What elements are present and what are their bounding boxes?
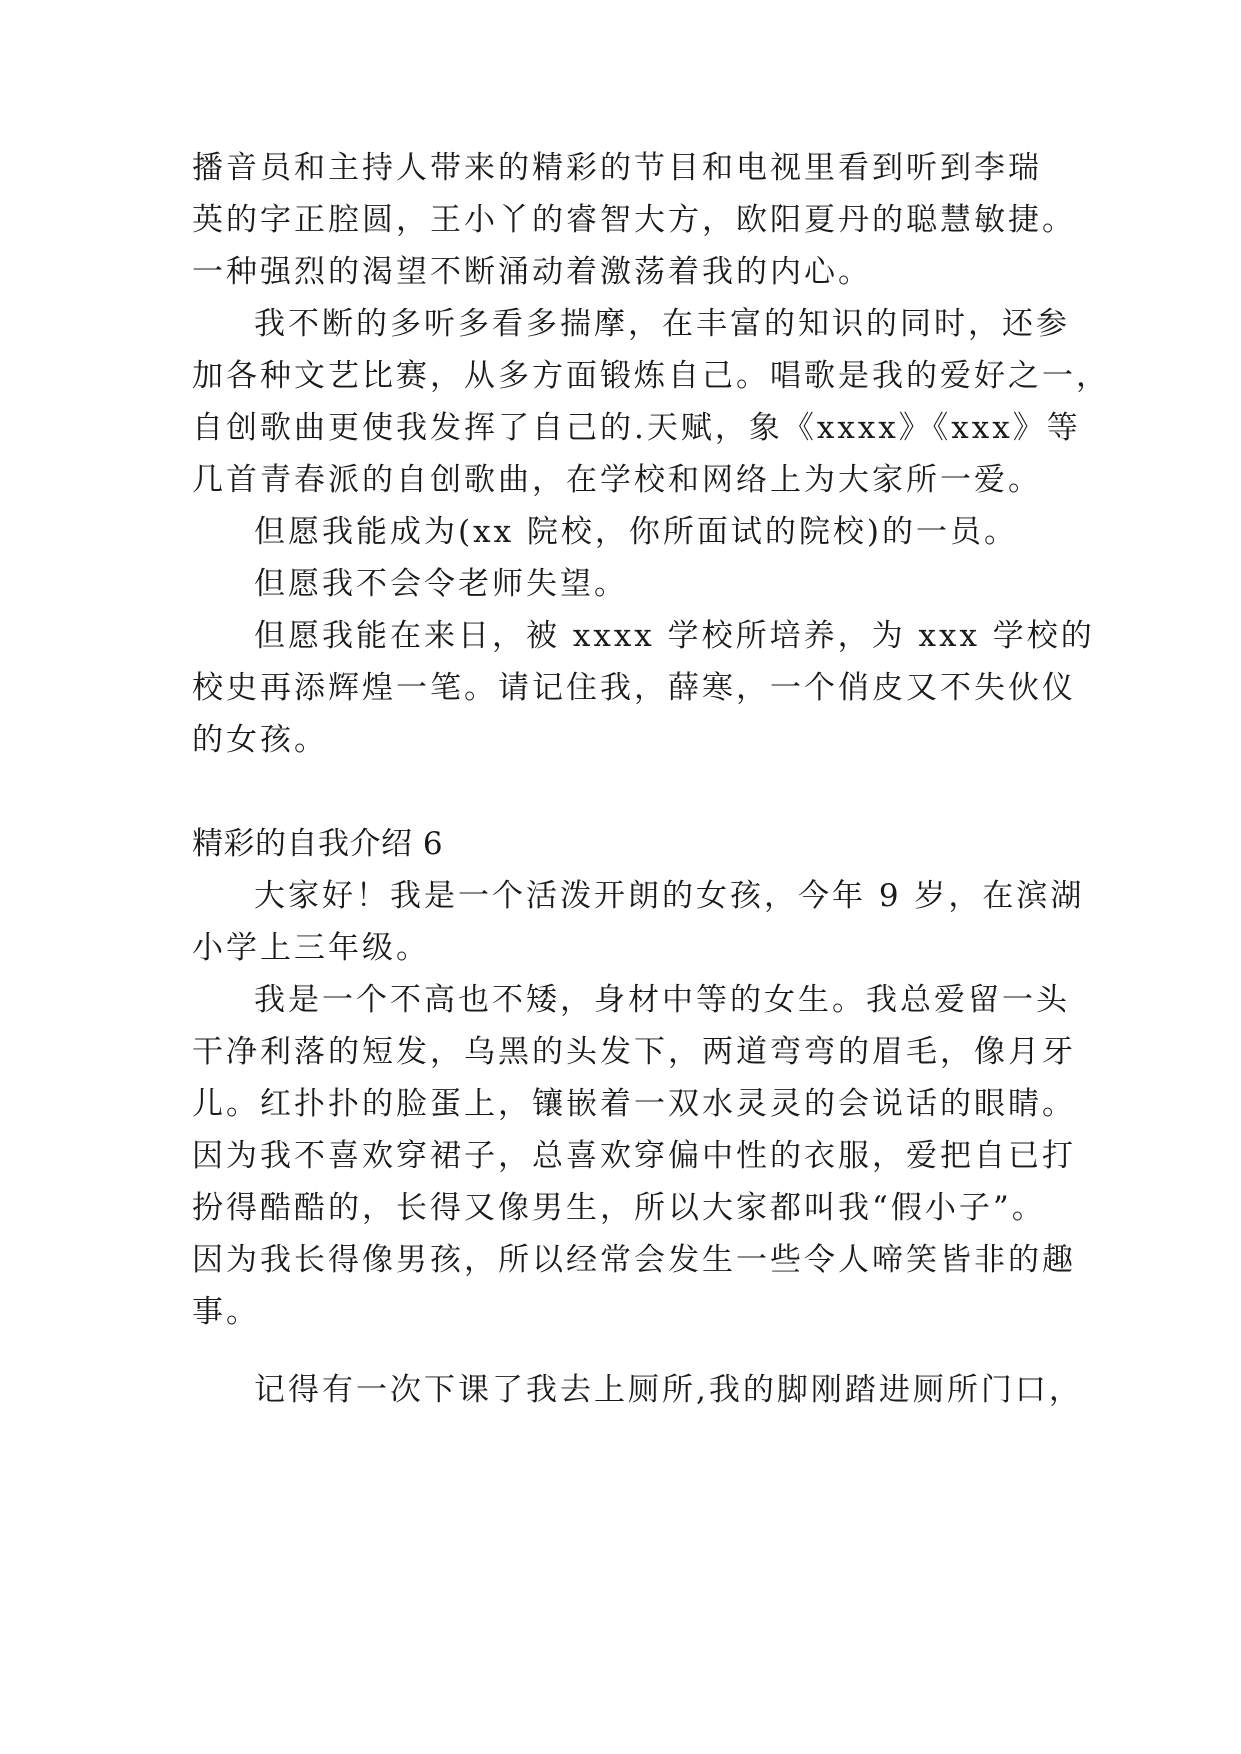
paragraph-line: 儿。红扑扑的脸蛋上，镶嵌着一双水灵灵的会说话的眼睛。 <box>192 1086 1076 1122</box>
paragraph-line: 但愿我能在来日，被 xxxx 学校所培养，为 xxx 学校的 <box>254 618 1095 654</box>
section-heading: 精彩的自我介绍 6 <box>192 826 444 862</box>
paragraph-line: 的女孩。 <box>192 722 328 758</box>
paragraph-line: 播音员和主持人带来的精彩的节目和电视里看到听到李瑞 <box>192 150 1042 186</box>
paragraph-line: 记得有一次下课了我去上厕所,我的脚刚踏进厕所门口， <box>254 1372 1083 1408</box>
paragraph-line: 事。 <box>192 1294 260 1330</box>
paragraph-line: 我不断的多听多看多揣摩，在丰富的知识的同时，还参 <box>254 306 1070 342</box>
paragraph-line: 大家好！我是一个活泼开朗的女孩，今年 9 岁，在滨湖 <box>254 878 1085 914</box>
paragraph-line: 英的字正腔圆，王小丫的睿智大方，欧阳夏丹的聪慧敏捷。 <box>192 202 1076 238</box>
paragraph-line: 加各种文艺比赛，从多方面锻炼自己。唱歌是我的爱好之一， <box>192 358 1110 394</box>
paragraph-line: 自创歌曲更使我发挥了自己的.天赋，象《xxxx》《xxx》等 <box>192 410 1081 446</box>
paragraph-line: 小学上三年级。 <box>192 930 430 966</box>
paragraph-line: 但愿我不会令老师失望。 <box>254 566 628 602</box>
paragraph-line: 我是一个不高也不矮，身材中等的女生。我总爱留一头 <box>254 982 1070 1018</box>
paragraph-line: 但愿我能成为(xx 院校，你所面试的院校)的一员。 <box>254 514 1019 550</box>
paragraph-line: 干净利落的短发，乌黑的头发下，两道弯弯的眉毛，像月牙 <box>192 1034 1076 1070</box>
paragraph-line: 一种强烈的渴望不断涌动着激荡着我的内心。 <box>192 254 872 290</box>
paragraph-line: 扮得酷酷的，长得又像男生，所以大家都叫我“假小子”。 <box>192 1190 1046 1226</box>
paragraph-line: 因为我不喜欢穿裙子，总喜欢穿偏中性的衣服，爱把自已打 <box>192 1138 1076 1174</box>
paragraph-line: 因为我长得像男孩，所以经常会发生一些令人啼笑皆非的趣 <box>192 1242 1076 1278</box>
paragraph-line: 几首青春派的自创歌曲，在学校和网络上为大家所一爱。 <box>192 462 1042 498</box>
paragraph-line: 校史再添辉煌一笔。请记住我，薛寒，一个俏皮又不失伙仪 <box>192 670 1076 706</box>
